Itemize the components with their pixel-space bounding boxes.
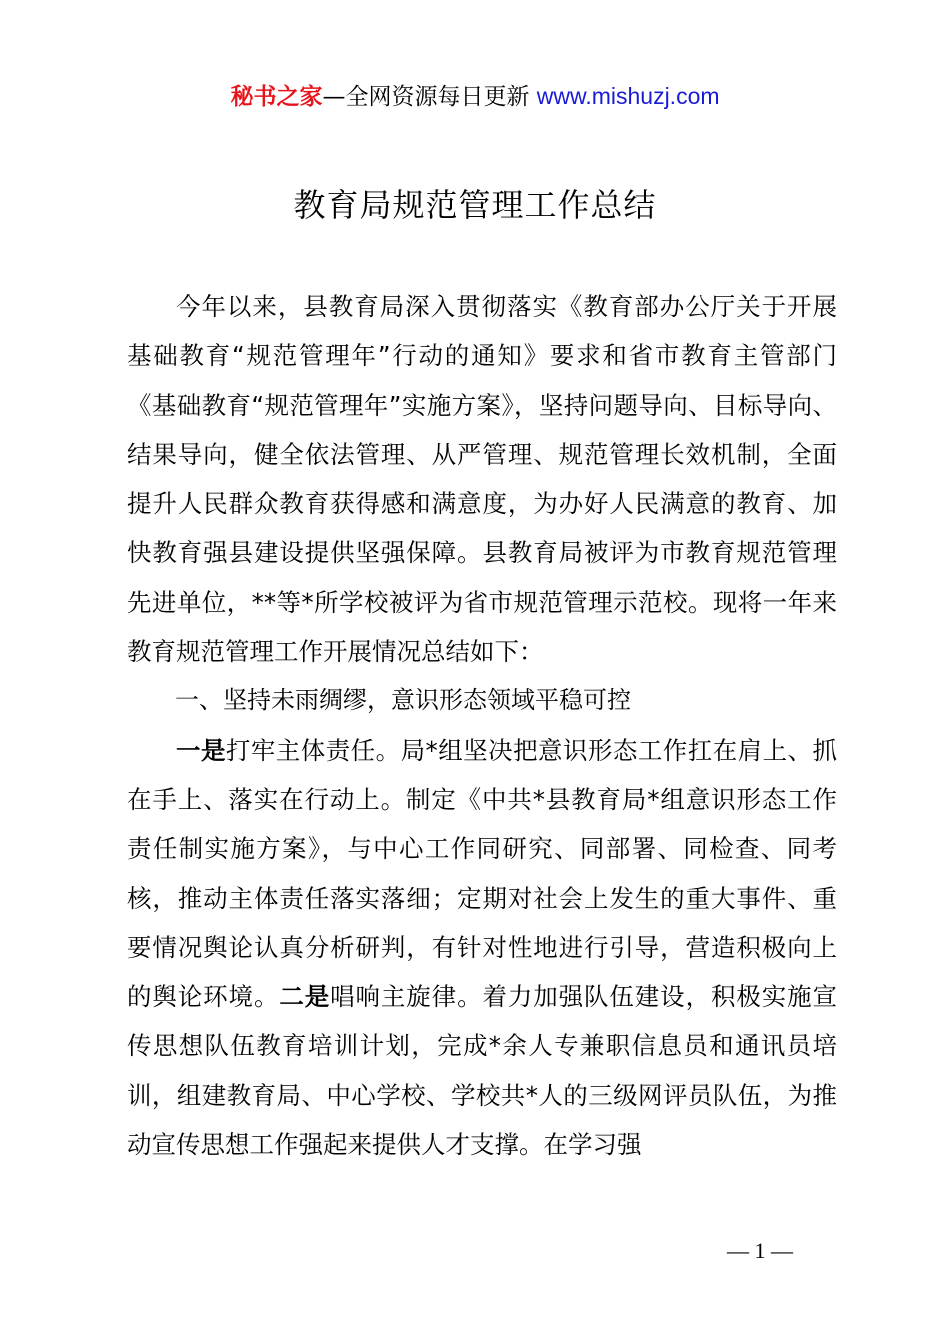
watermark-header bbox=[0, 80, 950, 113]
lead-phrase-2: 二是 bbox=[279, 982, 331, 1012]
document-title: 教育局规范管理工作总结 bbox=[293, 186, 657, 224]
paragraph-2 bbox=[127, 726, 837, 1170]
header-tagline: —全网资源每日更新 bbox=[322, 84, 537, 110]
lead-phrase-1: 一是 bbox=[176, 735, 226, 765]
paragraph-2-text-1: 打牢主体责任。局*组坚决把意识形态工作扛在肩上、抓在手上、落实在行动上。制定《中共*县教育局*组意识形态工作责任制实施方案》，与中心工作同研究、同部署、同检查、同考核，推动主体责任落实落细；定期对社会上发生的重大事件、重要情况舆论认真分析研判，有针对性地进行引导，营造积极向上的舆论环境。 bbox=[127, 735, 837, 1012]
header-url[interactable]: www.mishuzj.com bbox=[536, 83, 720, 109]
intro-paragraph: 今年以来，县教育局深入贯彻落实《教育部办公厅关于开展基础教育“规范管理年”行动的通知》要求和省市教育主管部门《基础教育“规范管理年”实施方案》，坚持问题导向、目标导向、结果导向，健全依法管理、从严管理、规范管理长效机制，全面提升人民群众教育获得感和满意度，为办好人民满意的教育、加快教育强县建设提供坚强保障。县教育局被评为市教育规范管理先进单位，**等*所学校被评为省市规范管理示范校。现将一年来教育规范管理工作开展情况总结如下： bbox=[127, 292, 837, 667]
page-number: — 1 — bbox=[727, 1238, 793, 1263]
brand-name: 秘书之家 bbox=[230, 84, 323, 110]
document-body bbox=[127, 282, 837, 1169]
section-heading-1: 一、坚持未雨绸缪，意识形态领域平稳可控 bbox=[175, 686, 631, 715]
paragraph-2-text-2: 唱响主旋律。着力加强队伍建设，积极实施宣传思想队伍教育培训计划，完成*余人专兼职信息员和通讯员培训，组建教育局、中心学校、学校共*人的三级网评员队伍，为推动宣传思想工作强起来提供人才支撑。在学习强 bbox=[127, 982, 838, 1160]
